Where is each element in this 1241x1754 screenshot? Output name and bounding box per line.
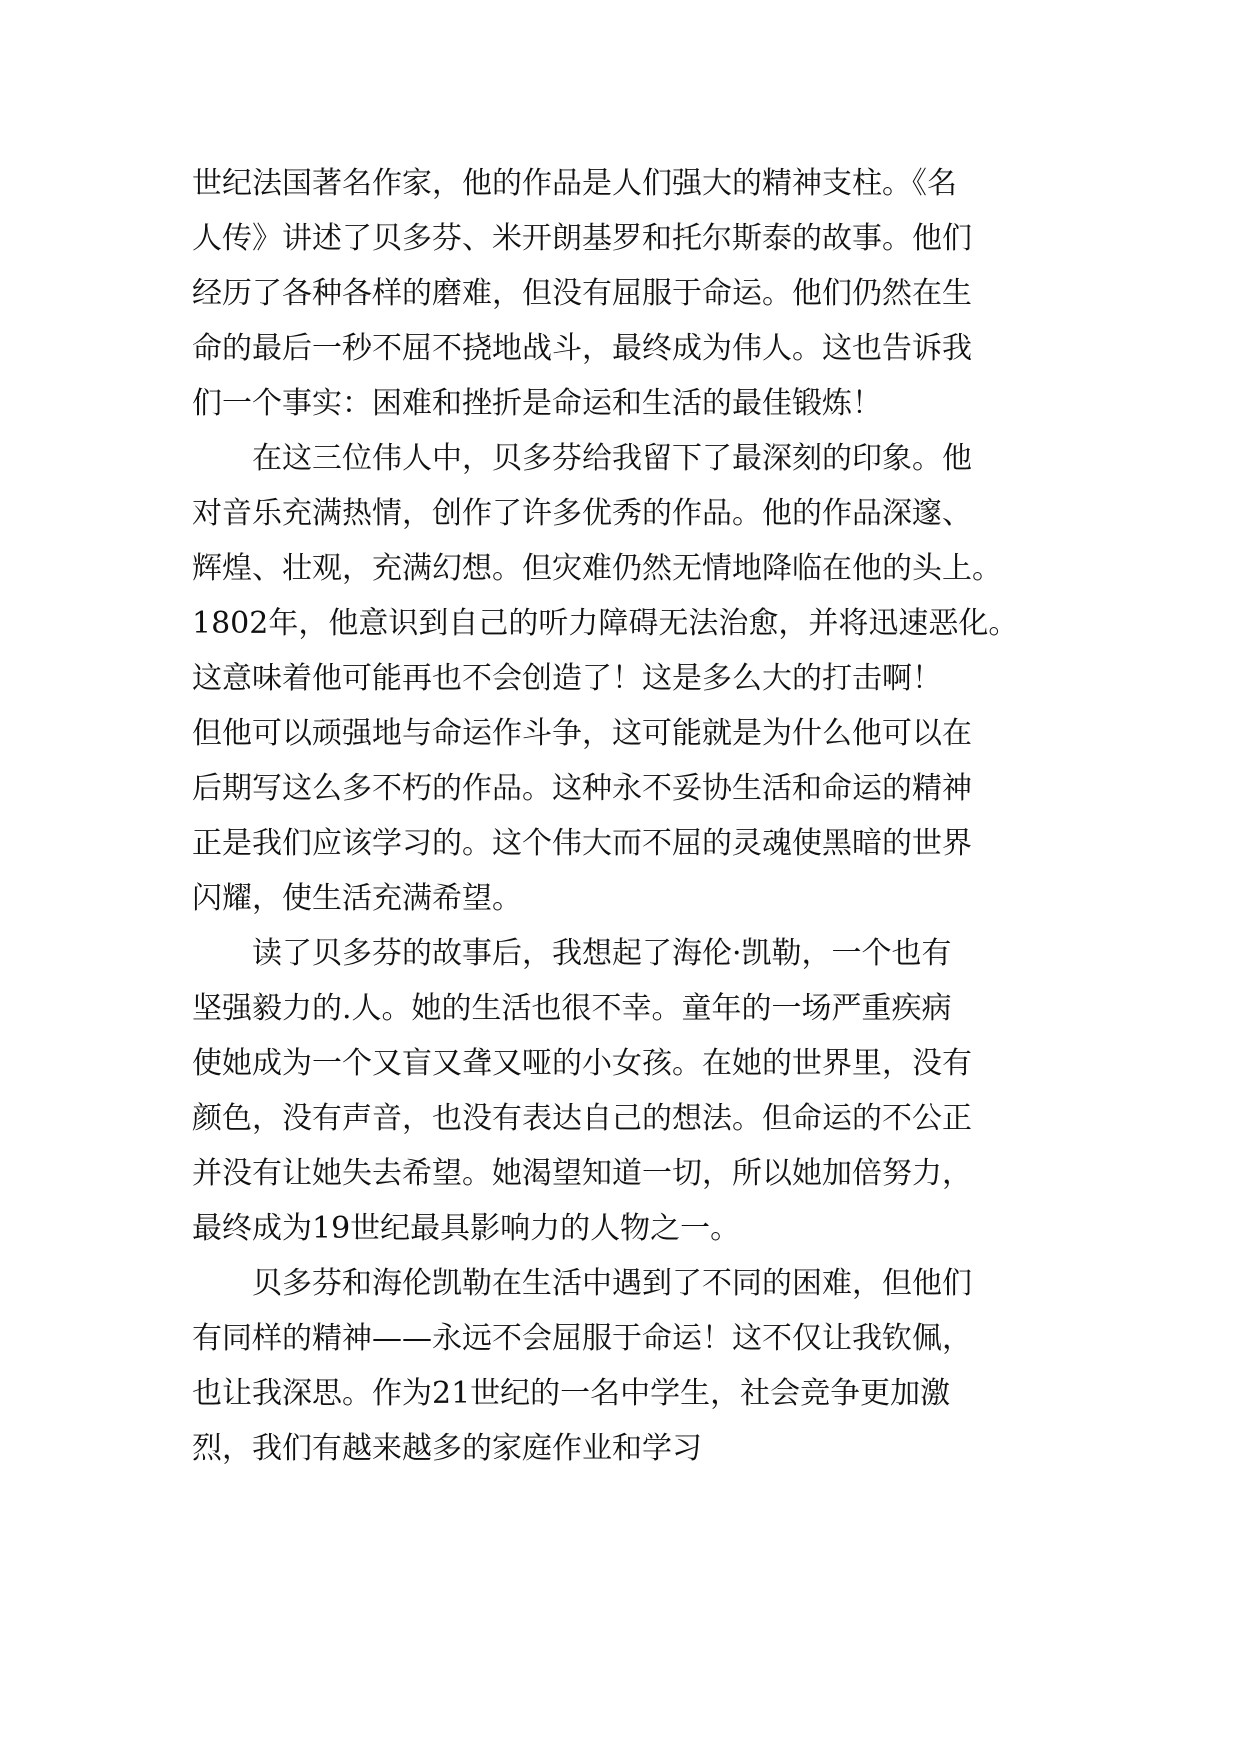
text-line: 经历了各种各样的磨难，但没有屈服于命运。他们仍然在生	[192, 276, 972, 311]
text-line: 闪耀，使生活充满希望。	[192, 881, 522, 916]
text-line: 对音乐充满热情，创作了许多优秀的作品。他的作品深邃、	[192, 496, 972, 531]
text-line: 但他可以顽强地与命运作斗争，这可能就是为什么他可以在	[192, 716, 972, 751]
text-line: 颜色，没有声音，也没有表达自己的想法。但命运的不公正	[192, 1101, 972, 1136]
text-line: 贝多芬和海伦凯勒在生活中遇到了不同的困难，但他们	[192, 1266, 972, 1301]
text-line: 使她成为一个又盲又聋又哑的小女孩。在她的世界里，没有	[192, 1046, 972, 1081]
text-line: 坚强毅力的.人。她的生活也很不幸。童年的一场严重疾病	[192, 991, 952, 1026]
text-line: 并没有让她失去希望。她渴望知道一切，所以她加倍努力，	[192, 1156, 972, 1191]
text-line: 们一个事实：困难和挫折是命运和生活的最佳锻炼！	[192, 386, 882, 421]
text-line: 烈，我们有越来越多的家庭作业和学习	[192, 1431, 702, 1466]
text-line: 读了贝多芬的故事后，我想起了海伦·凯勒，一个也有	[192, 936, 952, 971]
text-line: 世纪法国著名作家，他的作品是人们强大的精神支柱。《名	[192, 166, 957, 201]
text-line: 最终成为19世纪最具影响力的人物之一。	[192, 1211, 741, 1246]
text-line: 在这三位伟人中，贝多芬给我留下了最深刻的印象。他	[192, 441, 972, 476]
text-line: 也让我深思。作为21世纪的一名中学生，社会竞争更加激	[192, 1376, 951, 1411]
text-line: 这意味着他可能再也不会创造了！这是多么大的打击啊！	[192, 661, 942, 696]
text-line: 1802年，他意识到自己的听力障碍无法治愈，并将迅速恶化。	[192, 606, 1019, 641]
text-line: 有同样的精神——永远不会屈服于命运！这不仅让我钦佩，	[192, 1321, 972, 1356]
text-line: 人传》讲述了贝多芬、米开朗基罗和托尔斯泰的故事。他们	[192, 221, 972, 256]
text-line: 命的最后一秒不屈不挠地战斗，最终成为伟人。这也告诉我	[192, 331, 972, 366]
text-line: 辉煌、壮观，充满幻想。但灾难仍然无情地降临在他的头上。	[192, 551, 1002, 586]
text-line: 后期写这么多不朽的作品。这种永不妥协生活和命运的精神	[192, 771, 972, 806]
text-line: 正是我们应该学习的。这个伟大而不屈的灵魂使黑暗的世界	[192, 826, 972, 861]
